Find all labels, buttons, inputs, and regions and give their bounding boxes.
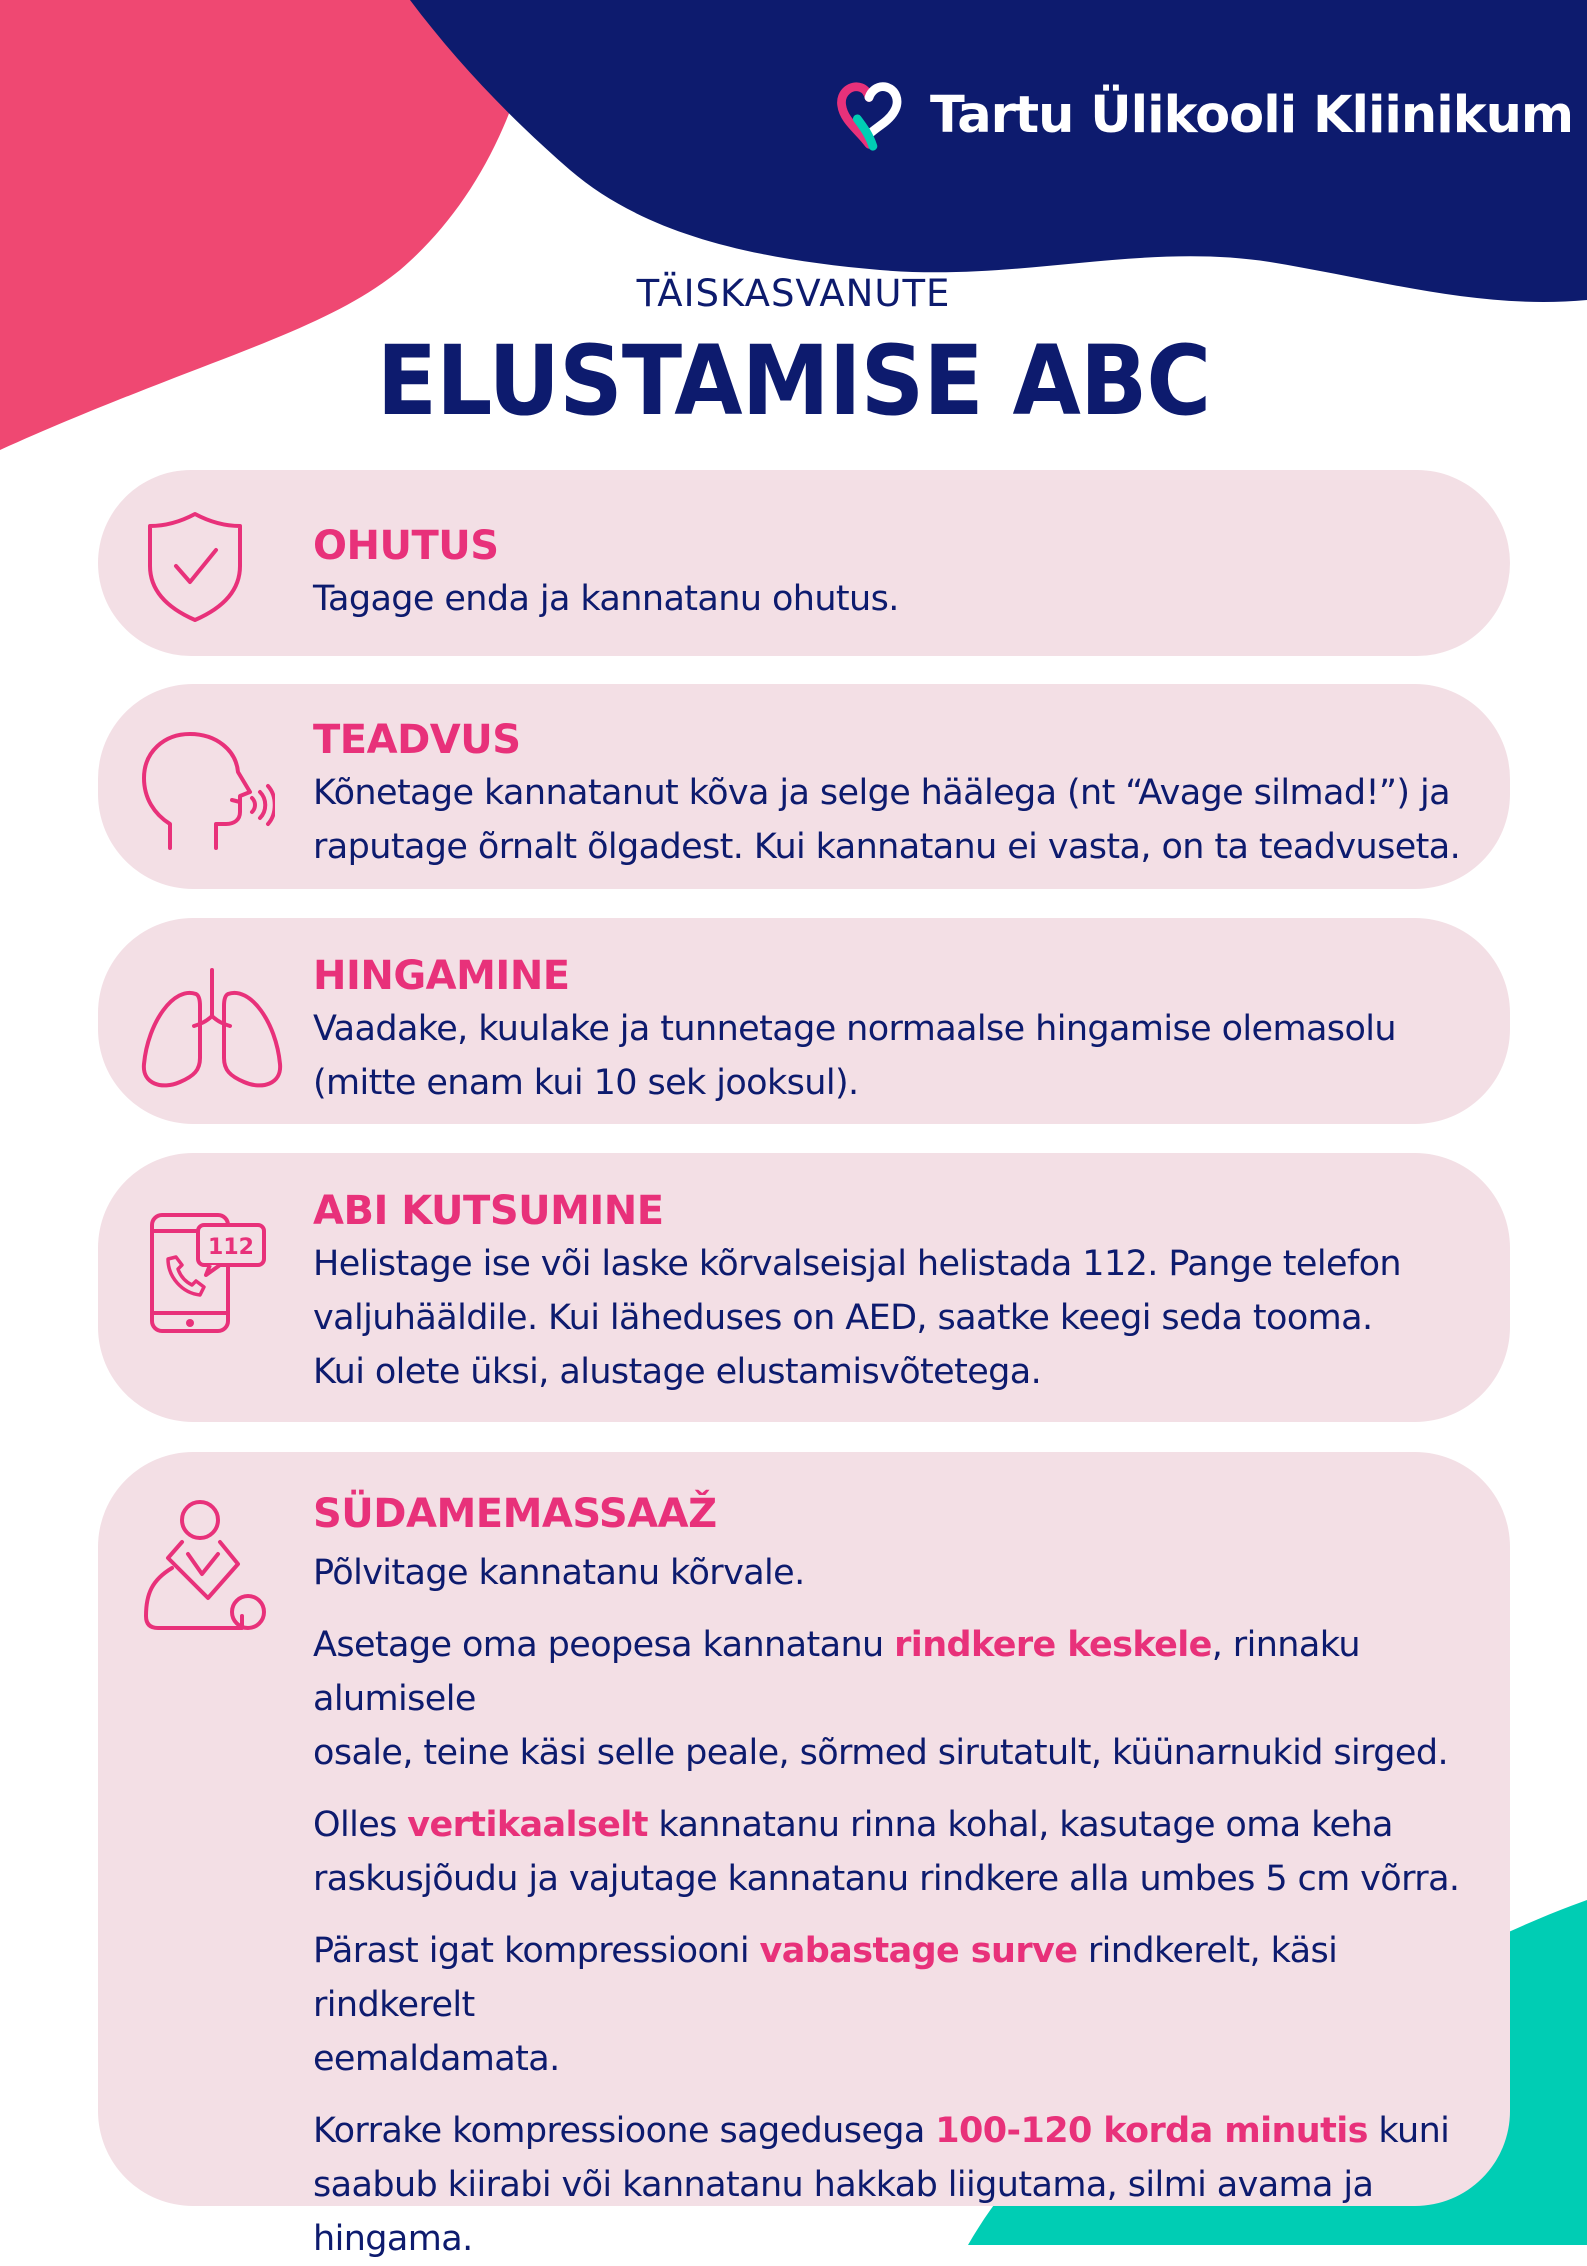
brand-name: Tartu Ülikooli Kliinikum: [930, 85, 1574, 145]
phone-112-icon: [140, 1211, 270, 1336]
card-body: [313, 1546, 1490, 2266]
card-line: Põlvitage kannatanu kõrvale.: [313, 1553, 805, 1593]
shield-check-icon: [140, 506, 250, 626]
highlight-text: vabastage surve: [759, 1931, 1078, 1971]
card-line: [313, 1798, 1490, 1852]
card-body: [313, 766, 1490, 874]
card-text: [313, 1185, 1490, 1399]
card-title: HINGAMINE: [313, 953, 570, 999]
text-segment: , rinnaku alumisele: [313, 1625, 1360, 1719]
card-line: (mitte enam kui 10 sek jooksul).: [313, 1063, 859, 1103]
card-teadvus: [98, 684, 1510, 889]
card-paragraph: [313, 1546, 1490, 1600]
heart-pin-logo-icon: [830, 76, 908, 154]
text-segment: rindkerelt, käsi rindkerelt: [313, 1931, 1338, 2025]
card-title: SÜDAMEMASSAAŽ: [313, 1491, 717, 1537]
card-line: eemaldamata.: [313, 2039, 560, 2079]
card-body: [313, 1002, 1490, 1110]
card-line: Kõnetage kannatanut kõva ja selge häälega (nt “Avage silmad!”) ja: [313, 773, 1450, 813]
title-block: [0, 272, 1587, 437]
card-ohutus: [98, 470, 1510, 656]
card-line: Vaadake, kuulake ja tunnetage normaalse hingamise olemasolu: [313, 1009, 1396, 1049]
card-title: OHUTUS: [313, 523, 499, 569]
card-line: [313, 1618, 1490, 1726]
card-body: [313, 572, 1490, 626]
text-segment: Olles: [313, 1805, 408, 1845]
card-line: saabub kiirabi või kannatanu hakkab liigutama, silmi avama ja hingama.: [313, 2165, 1374, 2259]
brand-header: [830, 76, 1573, 154]
highlight-text: rindkere keskele: [894, 1625, 1212, 1665]
text-segment: Asetage oma peopesa kannatanu: [313, 1625, 895, 1665]
card-body: [313, 1237, 1490, 1399]
highlight-text: vertikaalselt: [407, 1805, 648, 1845]
card-text: [313, 950, 1490, 1110]
text-segment: Pärast igat kompressiooni: [313, 1931, 760, 1971]
card-line: raputage õrnalt õlgadest. Kui kannatanu ei vasta, on ta teadvuseta.: [313, 827, 1461, 867]
card-text: [313, 520, 1490, 626]
text-segment: kuni: [1367, 2111, 1450, 2151]
card-title: ABI KUTSUMINE: [313, 1188, 664, 1234]
card-abi-kutsumine: [98, 1153, 1510, 1422]
phone-112-label: 112: [208, 1235, 254, 1260]
card-paragraph: [313, 2104, 1490, 2266]
page-subtitle: TÄISKASVANUTE: [636, 272, 951, 315]
card-line: Helistage ise või laske kõrvalseisjal helistada 112. Pange telefon: [313, 1244, 1402, 1284]
card-line: raskusjõudu ja vajutage kannatanu rindkere alla umbes 5 cm võrra.: [313, 1859, 1460, 1899]
card-line: osale, teine käsi selle peale, sõrmed sirutatult, küünarnukid sirged.: [313, 1733, 1448, 1773]
card-hingamine: [98, 918, 1510, 1124]
highlight-text: 100-120 korda minutis: [935, 2111, 1368, 2151]
card-paragraph: [313, 1798, 1490, 1906]
speaking-head-icon: [140, 728, 275, 853]
page-title: ELUSTAMISE ABC: [376, 325, 1211, 437]
card-line: [313, 2104, 1490, 2158]
card-sudamemassaaz: [98, 1452, 1510, 2259]
text-segment: Korrake kompressioone sagedusega: [313, 2111, 936, 2151]
card-line: valjuhääldile. Kui läheduses on AED, saatke keegi seda tooma.: [313, 1298, 1373, 1338]
card-paragraph: [313, 1618, 1490, 1780]
card-line: [313, 1924, 1490, 2032]
card-paragraph: [313, 1924, 1490, 2086]
card-line: Kui olete üksi, alustage elustamisvõtetega.: [313, 1352, 1042, 1392]
card-text: [313, 714, 1490, 874]
text-segment: kannatanu rinna kohal, kasutage oma keha: [647, 1805, 1393, 1845]
card-title: TEADVUS: [313, 717, 521, 763]
cpr-person-icon: [142, 1498, 272, 1638]
card-line: Tagage enda ja kannatanu ohutus.: [313, 579, 899, 619]
card-text: [313, 1488, 1490, 2266]
lungs-icon: [140, 966, 285, 1092]
